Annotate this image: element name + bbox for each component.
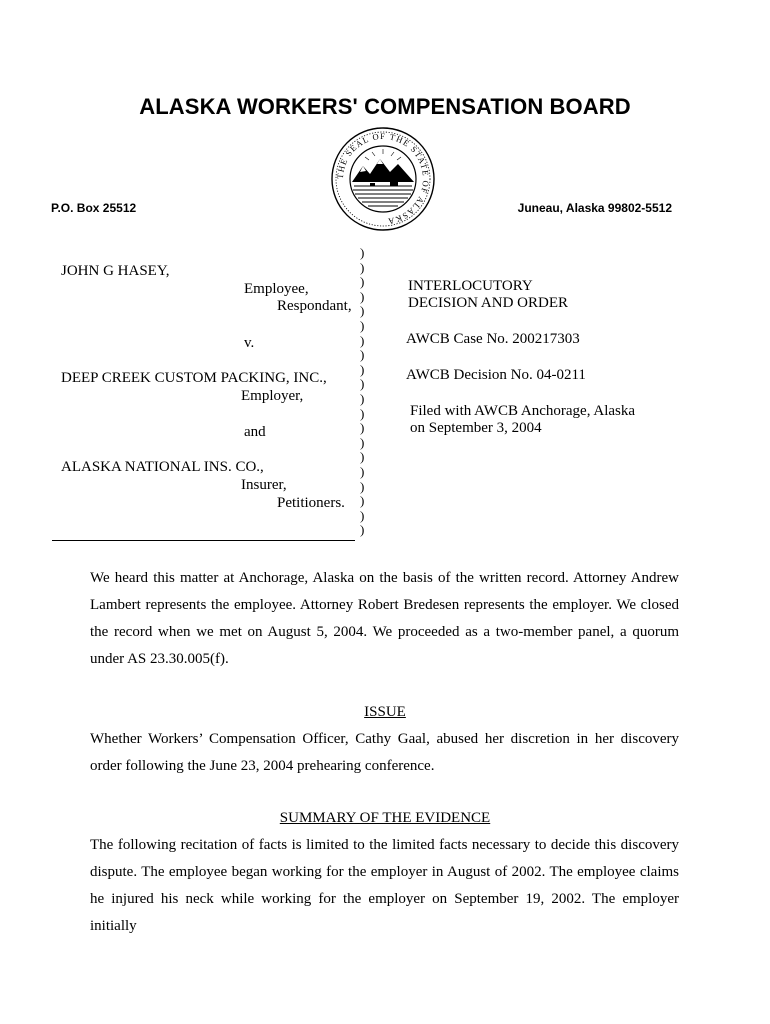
summary-heading: SUMMARY OF THE EVIDENCE bbox=[279, 810, 491, 826]
versus-label: v. bbox=[244, 335, 255, 351]
employee-name: JOHN G HASEY, bbox=[61, 263, 170, 279]
case-number: AWCB Case No. 200217303 bbox=[406, 331, 580, 347]
state-seal-icon bbox=[330, 126, 436, 232]
employer-role: Employer, bbox=[241, 388, 304, 404]
employer-name: DEEP CREEK CUSTOM PACKING, INC., bbox=[61, 370, 327, 386]
decision-type-line1: INTERLOCUTORY bbox=[408, 278, 533, 294]
decision-type-line2: DECISION AND ORDER bbox=[408, 295, 569, 311]
employee-role: Employee, bbox=[244, 281, 309, 297]
issue-paragraph: Whether Workers’ Compensation Officer, Cathy Gaal, abused her discretion in her discovery order following the June 23, 2004 prehearing conference. bbox=[90, 731, 679, 774]
insurer-role: Insurer, bbox=[241, 477, 287, 493]
address-city: Juneau, Alaska 99802-5512 bbox=[517, 201, 672, 215]
svg-text:THE SEAL OF THE STATE OF ALASK: THE SEAL OF THE STATE OF ALASKA bbox=[334, 130, 432, 227]
decision-number: AWCB Decision No. 04-0211 bbox=[406, 367, 586, 383]
issue-heading: ISSUE bbox=[364, 704, 406, 720]
caption-rule bbox=[52, 540, 355, 541]
board-title: ALASKA WORKERS' COMPENSATION BOARD bbox=[139, 94, 631, 119]
intro-paragraph: We heard this matter at Anchorage, Alaska on the basis of the written record. Attorney Andrew Lambert represents the employee. Attorney Robert Bredesen represents the employer. We closed the record when we met on August 5, 2004. We proceeded as a two-member panel, a quorum under AS 23.30.005(f). bbox=[90, 570, 679, 667]
address-po-box: P.O. Box 25512 bbox=[51, 201, 137, 215]
insurer-party: Petitioners. bbox=[277, 495, 345, 511]
filed-line2: on September 3, 2004 bbox=[410, 420, 542, 436]
insurer-name: ALASKA NATIONAL INS. CO., bbox=[61, 459, 264, 475]
and-label: and bbox=[244, 424, 266, 440]
employee-party: Respondant, bbox=[277, 298, 352, 314]
summary-paragraph: The following recitation of facts is limited to the limited facts necessary to decide this discovery dispute. The employee began working for the employer in August of 2002. The employee claims he injured his neck while working for the employer on September 19, 2002. The employer initially bbox=[90, 837, 679, 934]
caption-parentheses: ) ) ) ) ) ) ) ) ) ) ) ) ) ) ) ) ) ) ) ) bbox=[360, 245, 365, 538]
filed-line1: Filed with AWCB Anchorage, Alaska bbox=[410, 403, 636, 419]
